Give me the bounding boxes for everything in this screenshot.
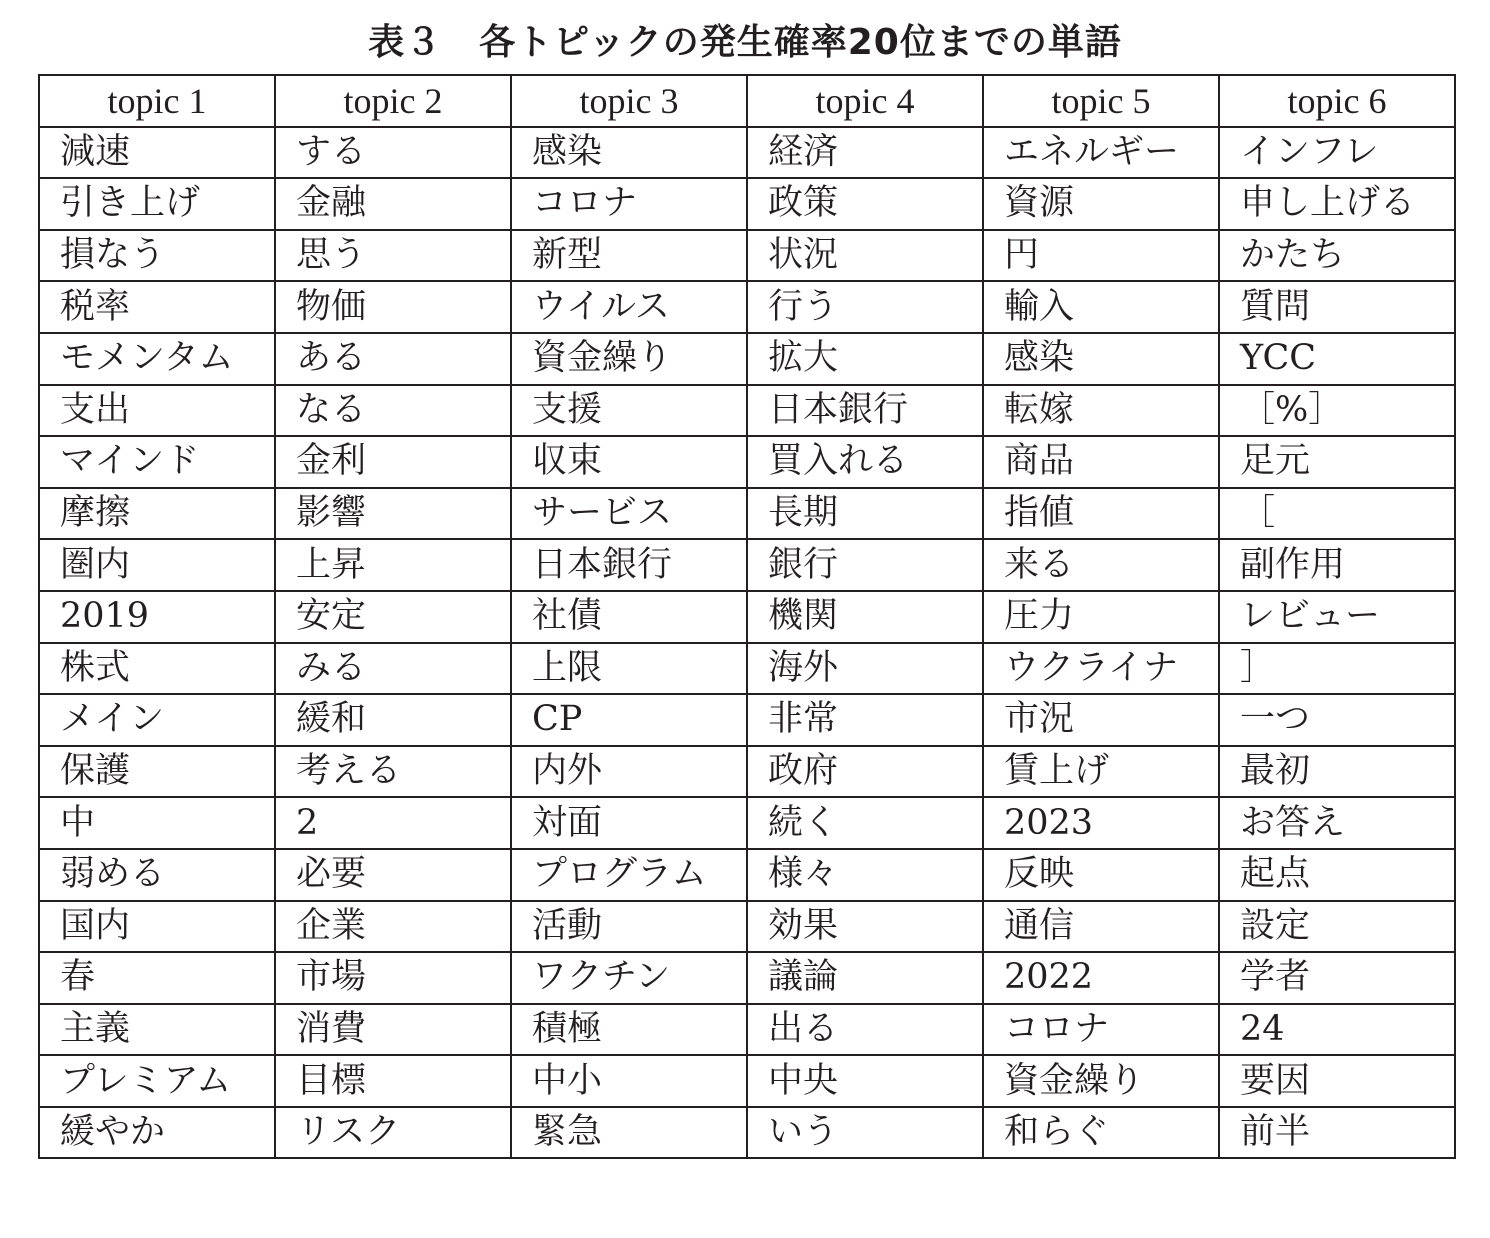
table-cell: メイン [39,694,275,746]
table-cell: 市場 [275,952,511,1004]
table-cell: プログラム [511,849,747,901]
table-cell: 様々 [747,849,983,901]
table-cell: 反映 [983,849,1219,901]
table-cell: 保護 [39,746,275,798]
table-cell: 支出 [39,385,275,437]
table-cell: 政策 [747,178,983,230]
table-cell: 24 [1219,1004,1455,1056]
table-cell: 機関 [747,591,983,643]
table-cell: 学者 [1219,952,1455,1004]
table-cell: 効果 [747,901,983,953]
table-row [39,281,1455,333]
table-cell: 弱める [39,849,275,901]
column-header-topic-1: topic 1 [39,75,275,127]
table-cell: 2022 [983,952,1219,1004]
table-cell: サービス [511,488,747,540]
table-cell: 状況 [747,230,983,282]
table-cell: 新型 [511,230,747,282]
table-cell: 政府 [747,746,983,798]
column-header-topic-6: topic 6 [1219,75,1455,127]
table-cell: 輸入 [983,281,1219,333]
table-cell: ］ [1219,643,1455,695]
table-cell: 円 [983,230,1219,282]
table-cell: 要因 [1219,1055,1455,1107]
table-cell: リスク [275,1107,511,1159]
table-cell: 和らぐ [983,1107,1219,1159]
table-cell: 指値 [983,488,1219,540]
column-header-topic-3: topic 3 [511,75,747,127]
table-cell: エネルギー [983,127,1219,179]
table-cell: 国内 [39,901,275,953]
table-cell: マインド [39,436,275,488]
table-cell: 感染 [983,333,1219,385]
table-cell: 資金繰り [983,1055,1219,1107]
table-cell: 株式 [39,643,275,695]
table-cell: 行う [747,281,983,333]
table-cell: 日本銀行 [747,385,983,437]
table-cell: 上昇 [275,539,511,591]
table-cell: いう [747,1107,983,1159]
table-row [39,643,1455,695]
table-cell: 商品 [983,436,1219,488]
table-cell: 転嫁 [983,385,1219,437]
table-cell: お答え [1219,797,1455,849]
table-cell: 質問 [1219,281,1455,333]
table-row [39,436,1455,488]
table-row [39,797,1455,849]
column-header-topic-2: topic 2 [275,75,511,127]
table-cell: 緊急 [511,1107,747,1159]
table-cell: 最初 [1219,746,1455,798]
table-cell: ウクライナ [983,643,1219,695]
table-cell: 中小 [511,1055,747,1107]
table-cell: 資源 [983,178,1219,230]
table-row [39,591,1455,643]
table-cell: 感染 [511,127,747,179]
table-row [39,1107,1455,1159]
table-cell: 目標 [275,1055,511,1107]
table-cell: 市況 [983,694,1219,746]
table-cell: 考える [275,746,511,798]
table-cell: ［%］ [1219,385,1455,437]
table-cell: プレミアム [39,1055,275,1107]
table-cell: 減速 [39,127,275,179]
table-cell: かたち [1219,230,1455,282]
table-cell: モメンタム [39,333,275,385]
table-cell: みる [275,643,511,695]
table-row [39,127,1455,179]
table-row [39,488,1455,540]
table-cell: 対面 [511,797,747,849]
table-cell: 申し上げる [1219,178,1455,230]
table-cell: ウイルス [511,281,747,333]
table-cell: ある [275,333,511,385]
table-cell: 損なう [39,230,275,282]
table-cell: 2023 [983,797,1219,849]
table-cell: 副作用 [1219,539,1455,591]
table-cell: 設定 [1219,901,1455,953]
table-cell: 拡大 [747,333,983,385]
table-cell: なる [275,385,511,437]
table-cell: する [275,127,511,179]
table-cell: 主義 [39,1004,275,1056]
table-row [39,539,1455,591]
table-cell: コロナ [511,178,747,230]
table-cell: 消費 [275,1004,511,1056]
table-cell: 経済 [747,127,983,179]
table-cell: 支援 [511,385,747,437]
table-row [39,230,1455,282]
table-row [39,746,1455,798]
table-cell: 上限 [511,643,747,695]
table-cell: 積極 [511,1004,747,1056]
table-cell: 物価 [275,281,511,333]
table-cell: 議論 [747,952,983,1004]
table-cell: 続く [747,797,983,849]
table-cell: 出る [747,1004,983,1056]
table-cell: 圧力 [983,591,1219,643]
table-cell: 必要 [275,849,511,901]
table-cell: 圏内 [39,539,275,591]
table-cell: 緩和 [275,694,511,746]
table-row [39,1055,1455,1107]
table-cell: YCC [1219,333,1455,385]
table-caption: 表３ 各トピックの発生確率20位までの単語 [368,22,1122,63]
table-cell: CP [511,694,747,746]
table-cell: 来る [983,539,1219,591]
table-cell: 足元 [1219,436,1455,488]
table-row [39,849,1455,901]
table-row [39,1004,1455,1056]
table-cell: 収束 [511,436,747,488]
table-cell: レビュー [1219,591,1455,643]
table-row [39,694,1455,746]
table-cell: 海外 [747,643,983,695]
table-cell: 中央 [747,1055,983,1107]
table-cell: ［ [1219,488,1455,540]
column-header-topic-4: topic 4 [747,75,983,127]
table-cell: 一つ [1219,694,1455,746]
table-row [39,385,1455,437]
table-cell: 賃上げ [983,746,1219,798]
table-header-row [39,75,1455,127]
table-cell: 2019 [39,591,275,643]
table-row [39,178,1455,230]
table-body [39,127,1455,1159]
topic-words-table [38,74,1456,1159]
table-cell: ワクチン [511,952,747,1004]
table-cell: 摩擦 [39,488,275,540]
table-cell: 活動 [511,901,747,953]
table-cell: 通信 [983,901,1219,953]
table-cell: 買入れる [747,436,983,488]
table-row [39,333,1455,385]
table-cell: 長期 [747,488,983,540]
table-cell: 非常 [747,694,983,746]
table-cell: 安定 [275,591,511,643]
table-cell: 税率 [39,281,275,333]
table-row [39,952,1455,1004]
table-cell: 金利 [275,436,511,488]
table-cell: 社債 [511,591,747,643]
table-cell: 思う [275,230,511,282]
table-cell: 銀行 [747,539,983,591]
table-cell: 引き上げ [39,178,275,230]
table-row [39,901,1455,953]
column-header-topic-5: topic 5 [983,75,1219,127]
table-cell: 内外 [511,746,747,798]
table-cell: 資金繰り [511,333,747,385]
table-cell: 前半 [1219,1107,1455,1159]
table-cell: 緩やか [39,1107,275,1159]
table-cell: インフレ [1219,127,1455,179]
table-cell: 2 [275,797,511,849]
table-cell: 企業 [275,901,511,953]
table-cell: 影響 [275,488,511,540]
table-cell: 日本銀行 [511,539,747,591]
table-cell: 金融 [275,178,511,230]
table-cell: 中 [39,797,275,849]
table-cell: 春 [39,952,275,1004]
table-cell: 起点 [1219,849,1455,901]
table-cell: コロナ [983,1004,1219,1056]
